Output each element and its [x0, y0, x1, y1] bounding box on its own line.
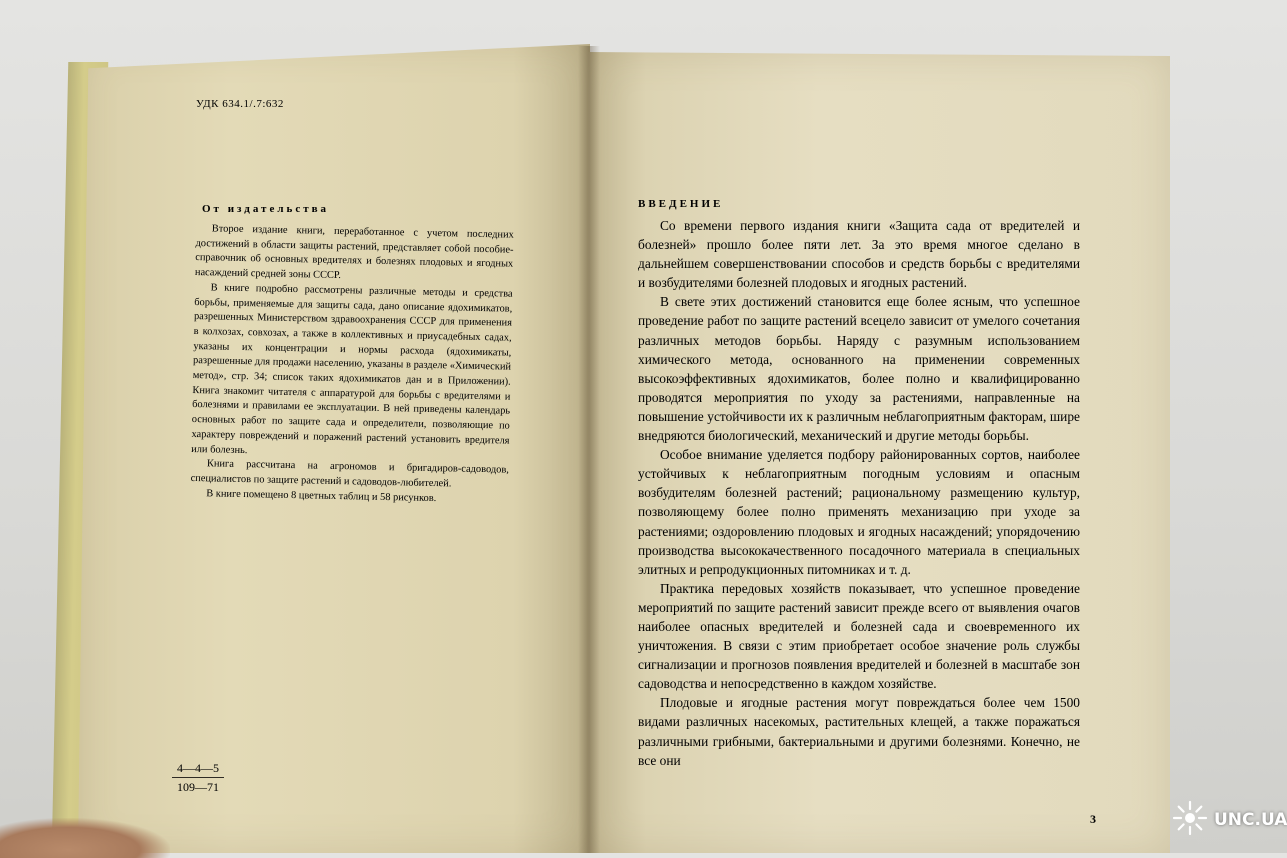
intro-paragraph: Особое внимание уделяется подбору районированных сортов, наиболее устойчивых к неблагоприятным погодным условиям и опасным возбудителям болезней растений; рациональному размещению культур, позволяющему более полно применять механизацию при уходе за растениями; оздоровлению плодовых и ягодных насаждений; упорядочению производства высококачественного посадочного материала в специальных элитных и репродукционных питомниках и т. д. — [638, 447, 1080, 577]
watermark-text: UNC.UA — [1214, 810, 1287, 830]
publisher-paragraph: В книге подробно рассмотрены различные методы и средства борьбы, применяемые для защиты сада, дано описание ядохимикатов, разрешенных Министерством здравоохранения СССР для применения в колхозах, совхозах, а также в коллективных и приусадебных садах, указаны их концентрации и нормы расхода (ядохимикаты, разрешенные для продажи населению, указаны в разделе «Химический метод», стр. 34; список таких ядохимикатов дан и в Приложении). Книга знакомит читателя с аппаратурой для борьбы с вредителями и болезнями и правилами ее эксплуатации. В ней приведены календарь основных работ по защите сада и определители, позволяющие по характеру повреждений и поражений растений установить вредителя или болезнь. — [191, 282, 513, 456]
finger — [0, 818, 170, 858]
intro-paragraph: Плодовые и ягодные растения могут повреждаться более чем 1500 видами различных насекомых, растительных клещей, а также поражаться различными грибными, бактериальными и другими болезнями. Конечно, не все они — [638, 695, 1080, 768]
watermark — [1172, 800, 1287, 840]
publisher-paragraph: Второе издание книги, переработанное с учетом последних достижений в области защиты растений, представляет собой пособие-справочник об основных вредителях и болезнях плодовых и ягодных насаждений средней зоны СССР. — [194, 223, 514, 282]
publisher-note-body — [190, 222, 514, 508]
intro-paragraph: Со времени первого издания книги «Защита сада от вредителей и болезней» прошло более пяти лет. За это время многое сделано в дальнейшем совершенствовании способов и средств борьбы с вредителями и возбудителями болезней плодовых и ягодных растений. — [638, 218, 1080, 291]
udk-code: УДК 634.1/.7:632 — [196, 98, 284, 110]
catalog-code-bottom: 109—71 — [177, 780, 219, 794]
introduction-heading: ВВЕДЕНИЕ — [638, 198, 724, 210]
publisher-paragraph: Книга рассчитана на агрономов и бригадиров-садоводов, специалистов по защите растений и садоводов-любителей. — [190, 458, 509, 490]
publisher-paragraph: В книге помещено 8 цветных таблиц и 58 рисунков. — [206, 487, 437, 504]
page-number: 3 — [1090, 812, 1096, 826]
sun-burst-icon — [1172, 800, 1208, 841]
catalog-code — [172, 760, 224, 795]
catalog-code-top: 4—4—5 — [177, 761, 219, 775]
introduction-body — [638, 216, 1080, 770]
intro-paragraph: Практика передовых хозяйств показывает, что успешное проведение мероприятий по защите растений зависит прежде всего от выявления очагов наиболее опасных вредителей и болезней сада и своевременного их уничтожения. В связи с этим приобретает особое значение роль службы сигнализации и прогнозов появления вредителей и болезней в масштабе зон садоводства и непосредственно в каждом хозяйстве. — [638, 580, 1080, 692]
catalog-code-rule — [172, 777, 224, 778]
intro-paragraph: В свете этих достижений становится еще более ясным, что успешное проведение работ по защите растений всецело зависит от умелого сочетания различных методов борьбы. Наряду с разумным использованием химического метода, основанного на применении современных высокоэффективных ядохимикатов, более полно и квалифицированно проводятся мероприятия по уходу за растениями, направленные на повышение устойчивости их к различным неблагоприятным факторам, шире внедряются биологический, механический и другие методы борьбы. — [638, 294, 1080, 444]
book-gutter — [578, 46, 600, 853]
publisher-note-heading: От издательства — [202, 203, 330, 215]
